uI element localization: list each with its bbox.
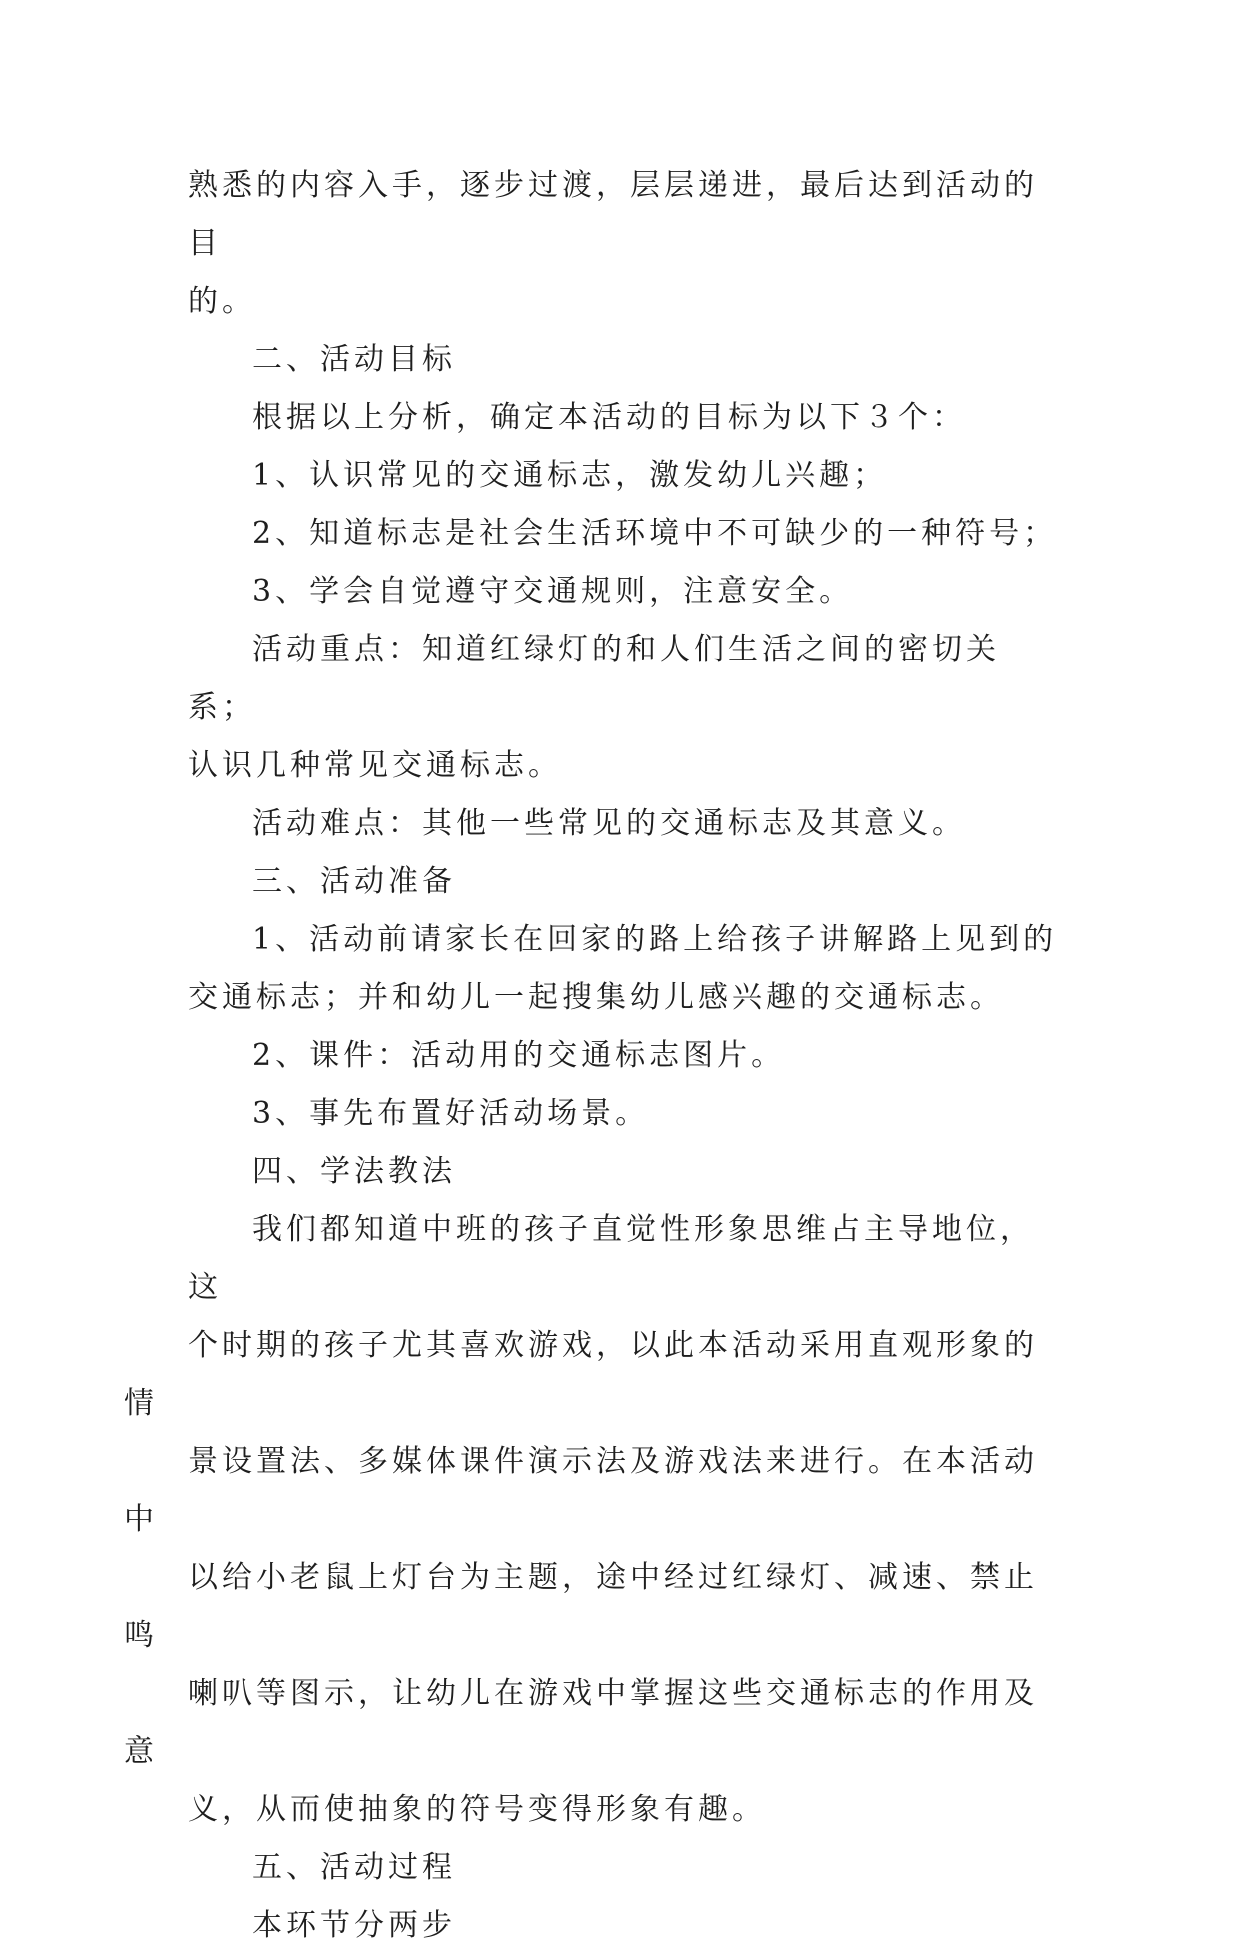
text-line: 2、课件：活动用的交通标志图片。 [252, 1038, 786, 1073]
list-item-preparation-3 [188, 1085, 1058, 1143]
text-line: 以给小老鼠上灯台为主题，途中经过红绿灯、减速、禁止鸣 [124, 1560, 1038, 1653]
heading-text: 二、活动目标 [252, 342, 456, 377]
list-item-goal-1 [188, 447, 1058, 505]
section-heading-activity-goals [188, 331, 1058, 389]
paragraph-key-points [188, 621, 1058, 795]
heading-text: 三、活动准备 [252, 864, 456, 899]
text-line: 1、认识常见的交通标志，激发幼儿兴趣； [252, 458, 888, 493]
paragraph-process-intro [188, 1897, 1058, 1955]
list-item-goal-2 [188, 505, 1058, 563]
paragraph-difficult-points [188, 795, 1058, 853]
list-item-goal-3 [188, 563, 1058, 621]
section-heading-activity-preparation [188, 853, 1058, 911]
text-line: 3、事先布置好活动场景。 [252, 1096, 650, 1131]
heading-text: 五、活动过程 [252, 1850, 456, 1885]
text-line: 1、活动前请家长在回家的路上给孩子讲解路上见到的 [252, 922, 1058, 957]
text-line: 2、知道标志是社会生活环境中不可缺少的一种符号； [252, 516, 1058, 551]
paragraph-goals-intro [188, 389, 1058, 447]
text-line: 我们都知道中班的孩子直觉性形象思维占主导地位，这 [188, 1212, 1034, 1305]
text-line: 熟悉的内容入手，逐步过渡，层层递进，最后达到活动的目 [188, 168, 1038, 261]
list-item-preparation-2 [188, 1027, 1058, 1085]
text-line: 本环节分两步 [252, 1908, 456, 1943]
text-line: 喇叭等图示，让幼儿在游戏中掌握这些交通标志的作用及意 [124, 1676, 1038, 1769]
text-line: 活动重点：知道红绿灯的和人们生活之间的密切关系； [188, 632, 1000, 725]
section-heading-activity-process [188, 1839, 1058, 1897]
text-line: 的。 [188, 284, 256, 319]
list-item-preparation-1 [188, 911, 1058, 1027]
text-line: 3、学会自觉遵守交通规则，注意安全。 [252, 574, 854, 609]
section-heading-learning-teaching-methods [188, 1143, 1058, 1201]
heading-text: 四、学法教法 [252, 1154, 456, 1189]
document-body [124, 157, 1058, 1955]
paragraph-methods [124, 1201, 1058, 1839]
text-line: 根据以上分析，确定本活动的目标为以下３个： [252, 400, 966, 435]
text-line: 认识几种常见交通标志。 [188, 748, 562, 783]
paragraph-intro-continuation [188, 157, 1058, 331]
text-line: 义，从而使抽象的符号变得形象有趣。 [188, 1792, 766, 1827]
text-line: 交通标志；并和幼儿一起搜集幼儿感兴趣的交通标志。 [188, 980, 1004, 1015]
text-line: 活动难点：其他一些常见的交通标志及其意义。 [252, 806, 966, 841]
text-line: 景设置法、多媒体课件演示法及游戏法来进行。在本活动中 [124, 1444, 1038, 1537]
text-line: 个时期的孩子尤其喜欢游戏，以此本活动采用直观形象的情 [124, 1328, 1038, 1421]
